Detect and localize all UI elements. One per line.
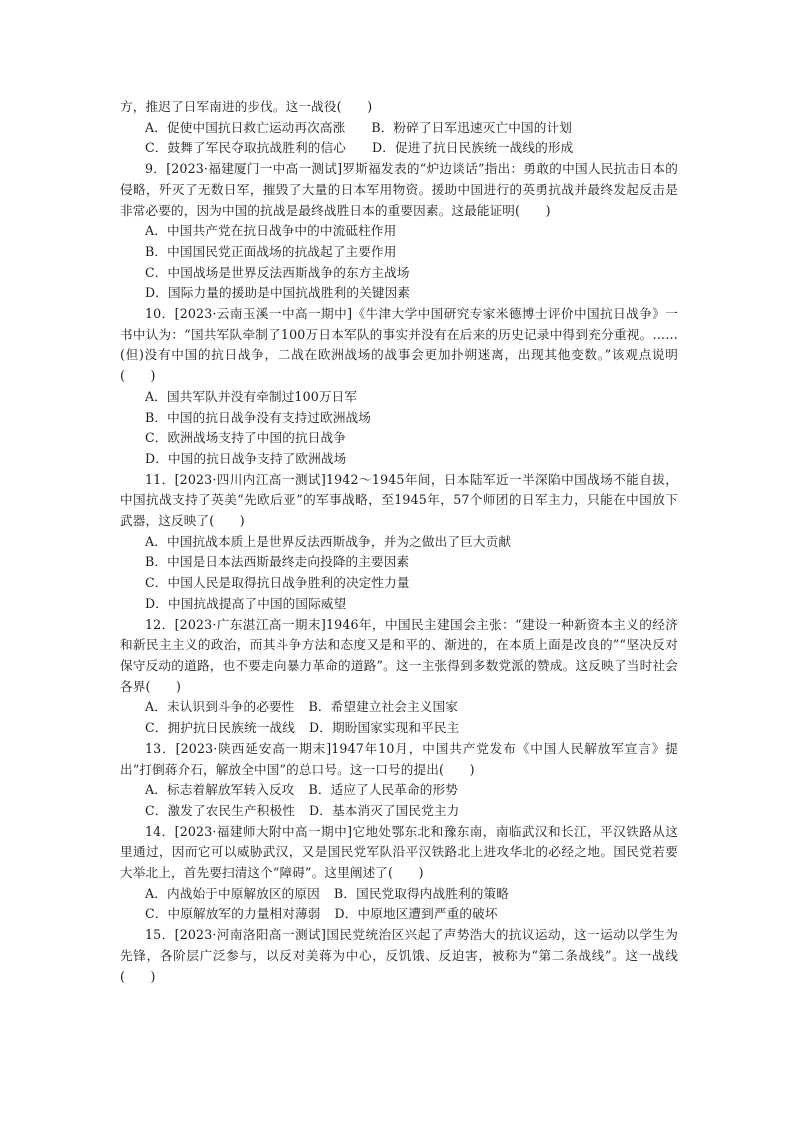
- q12-option-b[interactable]: B．希望建立社会主义国家: [308, 699, 459, 715]
- q9-option-b[interactable]: B．中国国民党正面战场的抗战起了主要作用: [145, 243, 397, 259]
- q9-option-c[interactable]: C．中国战场是世界反法西斯战争的东方主战场: [145, 264, 410, 280]
- q9-option-a[interactable]: A．中国共产党在抗日战争中的中流砥柱作用: [145, 223, 397, 239]
- q13-options-row-1: [120, 780, 678, 801]
- q12-option-d[interactable]: D．期盼国家实现和平民主: [308, 720, 460, 736]
- q11-option-b[interactable]: B．中国是日本法西斯最终走向投降的主要因素: [145, 554, 410, 570]
- q12-stem: 12．[2023·广东湛江高一期末]1946年，中国民主建国会主张：“建设一种新资本主义的经济和新民主主义的政治，而其斗争方法和态度又是和平的、渐进的，在本质上面是改良的”“坚决反对保守反动的道路，也不要走向暴力革命的道路”。这一主张得到多数党派的赞成。这反映了当时社会各界( ): [120, 616, 678, 694]
- q8-stem-tail: 方，推迟了日军南进的步伐。这一战役( ): [120, 99, 373, 114]
- exam-page: [120, 97, 678, 987]
- q14-stem: 14．[2023·福建师大附中高一期中]它地处鄂东北和豫东南，南临武汉和长江，平汉铁路从这里通过，因而它可以威胁武汉，又是国民党军队沿平汉铁路北上进攻华北的必经之地。国民党若要大举北上，首先要扫清这个“障碍”。这里阐述了( ): [120, 823, 678, 881]
- q10-option-b[interactable]: B．中国的抗日战争没有支持过欧洲战场: [145, 409, 372, 425]
- q13-options-row-2: [120, 801, 678, 822]
- q14-option-d[interactable]: D．中原地区遭到严重的破坏: [334, 906, 498, 922]
- q14-options-row-2: [120, 904, 678, 925]
- q12-option-c[interactable]: C．拥护抗日民族统一战线: [145, 720, 295, 736]
- q14-option-a[interactable]: A．内战始于中原解放区的原因: [145, 885, 320, 901]
- q8-option-c[interactable]: C．鼓舞了军民夺取抗战胜利的信心: [145, 140, 346, 156]
- q9-stem: 9．[2023·福建厦门一中高一测试]罗斯福发表的“炉边谈话”指出：勇敢的中国人民抗击日本的侵略，歼灭了无数日军，摧毁了大量的日本军用物资。援助中国进行的英勇抗战并最终发起反击是非常必要的，因为中国的抗战是最终战胜日本的重要因素。这最能证明( ): [120, 161, 678, 218]
- q11-option-d[interactable]: D．中国抗战提高了中国的国际威望: [145, 595, 347, 611]
- q8-option-a[interactable]: A．促使中国抗日救亡运动再次高涨: [145, 119, 346, 135]
- q10-stem: 10．[2023·云南玉溪一中高一期中]《牛津大学中国研究专家米德博士评价中国抗日战争》一书中认为：“国共军队牵制了100万日本军队的事实并没有在后来的历史记录中得到充分重视。……(但)没有中国的抗日战争，二战在欧洲战场的战事会更加扑朔迷离，出现其他变数。”该观点说明( ): [120, 306, 678, 384]
- q9-option-d[interactable]: D．国际力量的援助是中国抗战胜利的关键因素: [145, 285, 411, 301]
- q8-options-row-2: [120, 138, 678, 159]
- q14-option-b[interactable]: B．国民党取得内战胜利的策略: [333, 885, 509, 901]
- q14-option-c[interactable]: C．中原解放军的力量相对薄弱: [145, 906, 321, 922]
- q12-options-row-1: [120, 697, 678, 718]
- q14-options-row-1: [120, 884, 678, 905]
- q8-option-d[interactable]: D．促进了抗日民族统一战线的形成: [371, 140, 574, 156]
- q13-option-a[interactable]: A．标志着解放军转入反攻: [145, 782, 295, 798]
- q11-stem: 11．[2023·四川内江高一测试]1942～1945年间，日本陆军近一半深陷中国战场不能自拔，中国抗战支持了英美“先欧后亚”的军事战略，至1945年，57个师团的日军主力，只能在中国放下武器，这反映了( ): [120, 471, 678, 529]
- q10-option-a[interactable]: A．国共军队并没有牵制过100万日军: [145, 388, 358, 404]
- q13-option-d[interactable]: D．基本消灭了国民党主力: [308, 802, 460, 818]
- q15-stem: 15．[2023·河南洛阳高一测试]国民党统治区兴起了声势浩大的抗议运动，这一运动以学生为先锋，各阶层广泛参与，以反对美蒋为中心，反饥饿、反迫害，被称为“第二条战线”。这一战线( ): [120, 927, 678, 984]
- q8-options-row-1: [120, 118, 678, 139]
- q13-option-b[interactable]: B．适应了人民革命的形势: [308, 782, 459, 798]
- q10-option-d[interactable]: D．中国的抗日战争支持了欧洲战场: [145, 450, 347, 466]
- q12-options-row-2: [120, 718, 678, 739]
- q11-option-a[interactable]: A．中国抗战本质上是世界反法西斯战争，并为之做出了巨大贡献: [145, 533, 512, 549]
- q10-option-c[interactable]: C．欧洲战场支持了中国的抗日战争: [145, 430, 346, 446]
- q12-option-a[interactable]: A．未认识到斗争的必要性: [145, 699, 295, 715]
- q13-option-c[interactable]: C．激发了农民生产积极性: [145, 802, 295, 818]
- q11-option-c[interactable]: C．中国人民是取得抗日战争胜利的决定性力量: [145, 575, 410, 591]
- q8-option-b[interactable]: B．粉碎了日军迅速灭亡中国的计划: [371, 119, 572, 135]
- q13-stem: 13．[2023·陕西延安高一期末]1947年10月，中国共产党发布《中国人民解放军宣言》提出“打倒蒋介石，解放全中国”的总口号。这一口号的提出( ): [120, 740, 678, 777]
